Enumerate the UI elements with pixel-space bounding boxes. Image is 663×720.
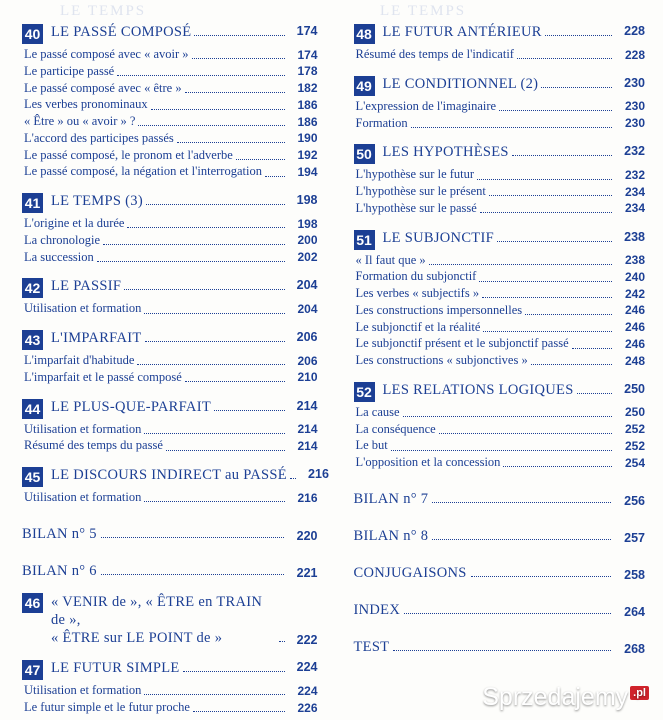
leader-dots [503, 457, 612, 467]
leader-dots [185, 83, 285, 93]
leader-dots [194, 24, 284, 36]
toc-subentry[interactable] [22, 699, 318, 716]
toc-entry-page: 257 [624, 530, 645, 545]
toc-subentry[interactable] [354, 115, 646, 132]
toc-subentry-label: Le futur simple et le futur proche [24, 699, 190, 714]
toc-subentry[interactable] [354, 183, 646, 200]
toc-entry-page: 268 [624, 641, 645, 656]
chapter-number-badge: 40 [22, 24, 43, 44]
chapter-title: LES HYPOTHÈSES [382, 144, 509, 161]
chapter-title: LE FUTUR ANTÉRIEUR [382, 24, 542, 40]
ghost-header [0, 2, 663, 24]
toc-subentry-page: 232 [624, 167, 645, 182]
toc-entry[interactable] [22, 526, 318, 543]
toc-subentry-page: 248 [624, 353, 645, 368]
toc-subentry[interactable] [354, 454, 646, 471]
leader-dots [145, 330, 285, 342]
toc-subentry-page: 200 [297, 233, 318, 248]
leader-dots [124, 278, 284, 290]
toc-chapter[interactable] [22, 593, 318, 647]
toc-subentry[interactable] [22, 163, 318, 180]
leader-dots [137, 355, 284, 365]
leader-dots [265, 167, 285, 177]
toc-subentry-label: Le passé composé avec « avoir » [24, 47, 189, 61]
chapter-number-badge: 43 [22, 330, 43, 350]
chapter-page: 250 [624, 381, 645, 396]
leader-dots [471, 565, 611, 577]
leader-dots [146, 193, 285, 205]
toc-subentry-label: Utilisation et formation [24, 301, 142, 316]
toc-subentry-label: Le subjonctif présent et le subjonctif passé [355, 336, 569, 351]
chapter-title: LE PLUS-QUE-PARFAIT [51, 398, 211, 415]
toc-subentry-page: 178 [297, 64, 318, 79]
toc-subentry-page: 238 [624, 253, 645, 268]
toc-subentry-page: 240 [624, 269, 645, 284]
leader-dots [525, 305, 612, 315]
toc-subentry-page: 250 [624, 405, 645, 420]
leader-dots [517, 49, 612, 59]
leader-dots [545, 24, 612, 36]
leader-dots [477, 170, 612, 180]
toc-subentry-label: L'hypothèse sur le passé [355, 200, 477, 215]
chapter-title: LE FUTUR SIMPLE [51, 660, 180, 677]
leader-dots [193, 702, 285, 712]
toc-subentry-page: 216 [297, 490, 318, 505]
toc-subentry[interactable] [22, 215, 318, 232]
toc-subentry[interactable] [354, 98, 646, 115]
toc-subentry-label: Le participe passé [24, 63, 115, 78]
toc-chapter[interactable] [354, 230, 646, 250]
toc-subentry-page: 234 [624, 201, 645, 216]
toc-subentry-label: L'opposition et la concession [355, 455, 501, 469]
toc-chapter[interactable] [22, 467, 329, 487]
toc-subentry-label: Le but [355, 438, 388, 453]
chapter-title: LE SUBJONCTIF [382, 229, 494, 246]
chapter-subentries [22, 46, 318, 180]
leader-dots [482, 288, 612, 298]
chapter-title: LE PASSIF [51, 278, 122, 295]
toc-subentry[interactable] [354, 319, 646, 336]
leader-dots [512, 144, 612, 156]
toc-subentry-page: 204 [297, 301, 318, 316]
chapter-subentries [22, 300, 318, 317]
toc-right-column [332, 24, 650, 710]
toc-subentry-label: « Être » ou « avoir » ? [24, 114, 136, 128]
leader-dots [403, 407, 612, 417]
toc-subentry-page: 210 [297, 370, 318, 385]
leader-dots [404, 602, 611, 614]
toc-chapter[interactable] [22, 660, 318, 680]
leader-dots [185, 372, 285, 382]
toc-entry[interactable] [354, 602, 646, 619]
leader-dots [236, 150, 285, 160]
toc-subentry-page: 254 [624, 455, 645, 470]
toc-subentry-page: 190 [297, 131, 318, 146]
leader-dots [432, 528, 611, 540]
toc-subentry-label: Utilisation et formation [24, 683, 142, 698]
chapter-number-badge: 50 [354, 144, 375, 164]
leader-dots [144, 304, 284, 314]
toc-subentry[interactable] [22, 489, 318, 506]
leader-dots [166, 441, 285, 451]
toc-subentry[interactable] [354, 200, 646, 217]
toc-left-column [14, 24, 332, 715]
toc-subentry-label: Résumé des temps de l'indicatif [355, 47, 514, 61]
leader-dots [499, 101, 612, 111]
chapter-title: LE TEMPS (3) [51, 193, 143, 209]
leader-dots [479, 272, 612, 282]
leader-dots [429, 255, 612, 265]
toc-entry[interactable] [354, 565, 646, 582]
leader-dots [144, 685, 284, 695]
chapter-subentries [354, 46, 646, 63]
toc-subentry-label: Le passé composé, le pronom et l'adverbe [24, 147, 233, 162]
toc-subentry-label: L'hypothèse sur le futur [355, 167, 475, 182]
leader-dots [279, 630, 285, 642]
toc-subentry-label: La succession [24, 249, 94, 264]
leader-dots [483, 322, 612, 332]
watermark-text: Sprzedajemy [482, 683, 629, 711]
toc-entry-page: 258 [624, 567, 645, 582]
toc-subentry[interactable] [22, 63, 318, 80]
toc-subentry-label: Les verbes « subjectifs » [355, 286, 480, 300]
toc-subentry-page: 214 [297, 422, 318, 437]
toc-subentry-page: 186 [297, 97, 318, 112]
chapter-page: 230 [624, 75, 645, 90]
chapter-subentries [354, 98, 646, 132]
toc-entry-page: 220 [296, 528, 318, 543]
leader-dots [117, 66, 284, 76]
toc-subentry-page: 252 [624, 438, 645, 453]
leader-dots [391, 441, 612, 451]
toc-entry[interactable] [354, 639, 646, 656]
leader-dots [497, 230, 612, 242]
toc-subentry-label: Le passé composé avec « être » [24, 80, 182, 95]
chapter-page: 206 [296, 330, 318, 344]
toc-subentry-label: Les constructions impersonnelles [355, 302, 523, 317]
leader-dots [144, 424, 284, 434]
toc-subentry-label: L'imparfait d'habitude [24, 353, 135, 367]
chapter-number-badge: 45 [22, 467, 43, 487]
toc-subentry[interactable] [22, 421, 318, 438]
toc-subentry-label: Formation du subjonctif [355, 269, 477, 284]
toc-chapter[interactable] [22, 330, 318, 350]
chapter-page: 204 [296, 278, 318, 293]
chapter-title: LE PASSÉ COMPOSÉ [51, 24, 192, 40]
chapter-title: L'IMPARFAIT [51, 330, 142, 346]
leader-dots [138, 116, 284, 126]
toc-subentry-page: 202 [297, 250, 318, 265]
toc-subentry[interactable] [354, 252, 646, 269]
leader-dots [489, 186, 612, 196]
toc-subentry[interactable] [22, 352, 318, 369]
chapter-page: 228 [624, 24, 645, 38]
toc-subentry[interactable] [354, 421, 646, 438]
chapter-subentries [22, 352, 318, 386]
toc-subentry-label: L'expression de l'imaginaire [355, 98, 497, 113]
toc-chapter[interactable] [354, 76, 646, 96]
leader-dots [439, 424, 612, 434]
leader-dots [183, 660, 285, 672]
toc-subentry-label: Les verbes pronominaux [24, 97, 148, 112]
toc-subentry-label: La chronologie [24, 232, 101, 247]
toc-entry-label: TEST [353, 638, 390, 655]
chapter-title-line1: « VENIR de », « ÊTRE en TRAIN de », [51, 593, 263, 628]
toc-subentry-page: 192 [297, 148, 318, 163]
leader-dots [192, 49, 285, 59]
toc-entry[interactable] [354, 491, 646, 508]
toc-subentry-page: 226 [297, 700, 318, 715]
chapter-title: LE DISCOURS INDIRECT au PASSÉ [51, 467, 287, 483]
toc-subentry-label: Le subjonctif et la réalité [355, 319, 481, 334]
chapter-page: 174 [296, 24, 318, 38]
toc-subentry[interactable] [354, 166, 646, 183]
toc-subentry[interactable] [22, 300, 318, 317]
toc-subentry-page: 206 [297, 353, 318, 368]
leader-dots [572, 339, 612, 349]
toc-subentry[interactable] [354, 268, 646, 285]
leader-dots [411, 118, 612, 128]
leader-dots [541, 76, 612, 88]
chapter-number-badge: 49 [354, 76, 375, 96]
toc-subentry[interactable] [22, 147, 318, 164]
toc-chapter[interactable] [22, 399, 318, 419]
toc-subentry-page: 224 [297, 683, 318, 698]
watermark [482, 683, 649, 712]
chapter-page: 224 [296, 660, 318, 675]
chapter-number-badge: 48 [354, 24, 375, 44]
leader-dots [103, 235, 284, 245]
leader-dots [290, 467, 296, 479]
chapter-subentries [354, 404, 646, 471]
chapter-number-badge: 51 [354, 230, 375, 250]
toc-subentry[interactable] [22, 682, 318, 699]
toc-subentry-page: 234 [624, 184, 645, 199]
chapter-number-badge: 46 [22, 593, 43, 613]
leader-dots [101, 563, 284, 575]
toc-chapter[interactable] [354, 24, 646, 44]
toc-chapter[interactable] [22, 24, 318, 44]
toc-entry-page: 264 [624, 604, 645, 619]
chapter-page: 232 [624, 144, 645, 159]
toc-chapter[interactable] [22, 278, 318, 298]
toc-subentry-label: Résumé des temps du passé [24, 438, 163, 453]
toc-entry-label: BILAN n° 7 [353, 490, 429, 507]
chapter-page: 216 [308, 467, 329, 481]
toc-subentry-label: La cause [355, 404, 400, 419]
toc-entry-label: BILAN n° 5 [22, 525, 97, 542]
toc-entry-label: BILAN n° 8 [353, 527, 429, 544]
leader-dots [577, 382, 612, 394]
toc-subentry-label: Les constructions « subjonctives » [355, 353, 528, 367]
leader-dots [127, 218, 284, 228]
toc-subentry-page: 246 [624, 320, 645, 335]
toc-subentry[interactable] [354, 302, 646, 319]
toc-subentry-label: La conséquence [355, 421, 436, 436]
leader-dots [101, 526, 284, 538]
toc-subentry[interactable] [22, 437, 318, 454]
toc-subentry-label: « Il faut que » [355, 252, 426, 267]
toc-subentry-page: 198 [297, 216, 318, 231]
toc-entry-label: INDEX [353, 601, 401, 618]
toc-subentry[interactable] [22, 80, 318, 97]
leader-dots [177, 133, 285, 143]
chapter-number-badge: 52 [354, 382, 375, 402]
chapter-subentries [354, 166, 646, 216]
chapter-title: LE CONDITIONNEL (2) [382, 75, 539, 92]
toc-subentry-page: 174 [297, 47, 318, 62]
toc-subentry[interactable] [22, 130, 318, 147]
toc-subentry-page: 194 [297, 164, 318, 179]
toc-subentry-label: Utilisation et formation [24, 421, 142, 436]
toc-subentry-label: L'hypothèse sur le présent [355, 184, 486, 198]
leader-dots [151, 100, 285, 110]
toc-subentry[interactable] [354, 404, 646, 421]
chapter-page: 198 [296, 193, 318, 207]
toc-subentry-label: Formation [355, 115, 408, 130]
leader-dots [144, 492, 284, 502]
chapter-subentries [354, 252, 646, 369]
toc-subentry[interactable] [22, 249, 318, 266]
leader-dots [531, 355, 612, 365]
chapter-subentries [22, 682, 318, 716]
chapter-number-badge: 44 [22, 399, 43, 419]
toc-subentry[interactable] [354, 437, 646, 454]
chapter-page: 238 [624, 229, 645, 244]
toc-subentry-label: Utilisation et formation [24, 490, 142, 504]
toc-entry-page: 256 [624, 493, 645, 508]
toc-subentry[interactable] [22, 96, 318, 113]
toc-subentry[interactable] [22, 232, 318, 249]
toc-subentry-page: 230 [624, 116, 645, 131]
chapter-page: 214 [296, 398, 318, 413]
toc-subentry-page: 182 [297, 81, 318, 96]
chapter-subentries [22, 215, 318, 265]
toc-chapter[interactable] [22, 193, 318, 213]
toc-subentry-page: 242 [624, 286, 645, 301]
toc-chapter[interactable] [354, 382, 646, 402]
toc-entry[interactable] [354, 528, 646, 545]
toc-subentry[interactable] [354, 46, 646, 63]
leader-dots [432, 491, 611, 503]
leader-dots [214, 399, 285, 411]
chapter-number-badge: 41 [22, 193, 43, 213]
toc-subentry[interactable] [22, 113, 318, 130]
watermark-badge: .pl [630, 686, 649, 700]
toc-entry-label: BILAN n° 6 [22, 562, 97, 579]
toc-subentry-page: 246 [624, 303, 645, 318]
chapter-page: 222 [296, 633, 318, 648]
toc-subentry-label: L'origine et la durée [24, 216, 125, 230]
toc-subentry[interactable] [22, 369, 318, 386]
chapter-title: LES RELATIONS LOGIQUES [382, 381, 574, 398]
toc-subentry[interactable] [354, 352, 646, 369]
toc-subentry[interactable] [354, 285, 646, 302]
chapter-title-line2: « ÊTRE sur LE POINT de » [51, 630, 223, 646]
leader-dots [393, 639, 611, 651]
toc-entry-label: CONJUGAISONS [353, 564, 467, 581]
toc-subentry-page: 252 [624, 422, 645, 437]
chapter-number-badge: 42 [22, 278, 43, 298]
toc-chapter[interactable] [354, 144, 646, 164]
toc-subentry[interactable] [22, 46, 318, 63]
toc-subentry-label: L'accord des participes passés [24, 130, 174, 145]
chapter-title [51, 593, 276, 647]
toc-subentry-page: 186 [297, 114, 318, 129]
toc-subentry-label: Le passé composé, la négation et l'interrogation [24, 164, 262, 179]
chapter-subentries [22, 421, 318, 455]
leader-dots [480, 203, 612, 213]
toc-subentry-page: 246 [624, 336, 645, 351]
chapter-number-badge: 47 [22, 660, 43, 680]
toc-entry-page: 221 [296, 565, 318, 580]
ghost-header-right: LE TEMPS [380, 3, 467, 19]
toc-entry[interactable] [22, 563, 318, 580]
toc-subentry-page: 230 [624, 99, 645, 114]
leader-dots [97, 252, 285, 262]
toc-subentry-page: 228 [624, 47, 645, 62]
toc-subentry-page: 214 [297, 438, 318, 453]
chapter-subentries [22, 489, 318, 506]
toc-subentry[interactable] [354, 335, 646, 352]
toc-subentry-label: L'imparfait et le passé composé [24, 369, 182, 384]
ghost-header-left: LE TEMPS [60, 3, 147, 19]
